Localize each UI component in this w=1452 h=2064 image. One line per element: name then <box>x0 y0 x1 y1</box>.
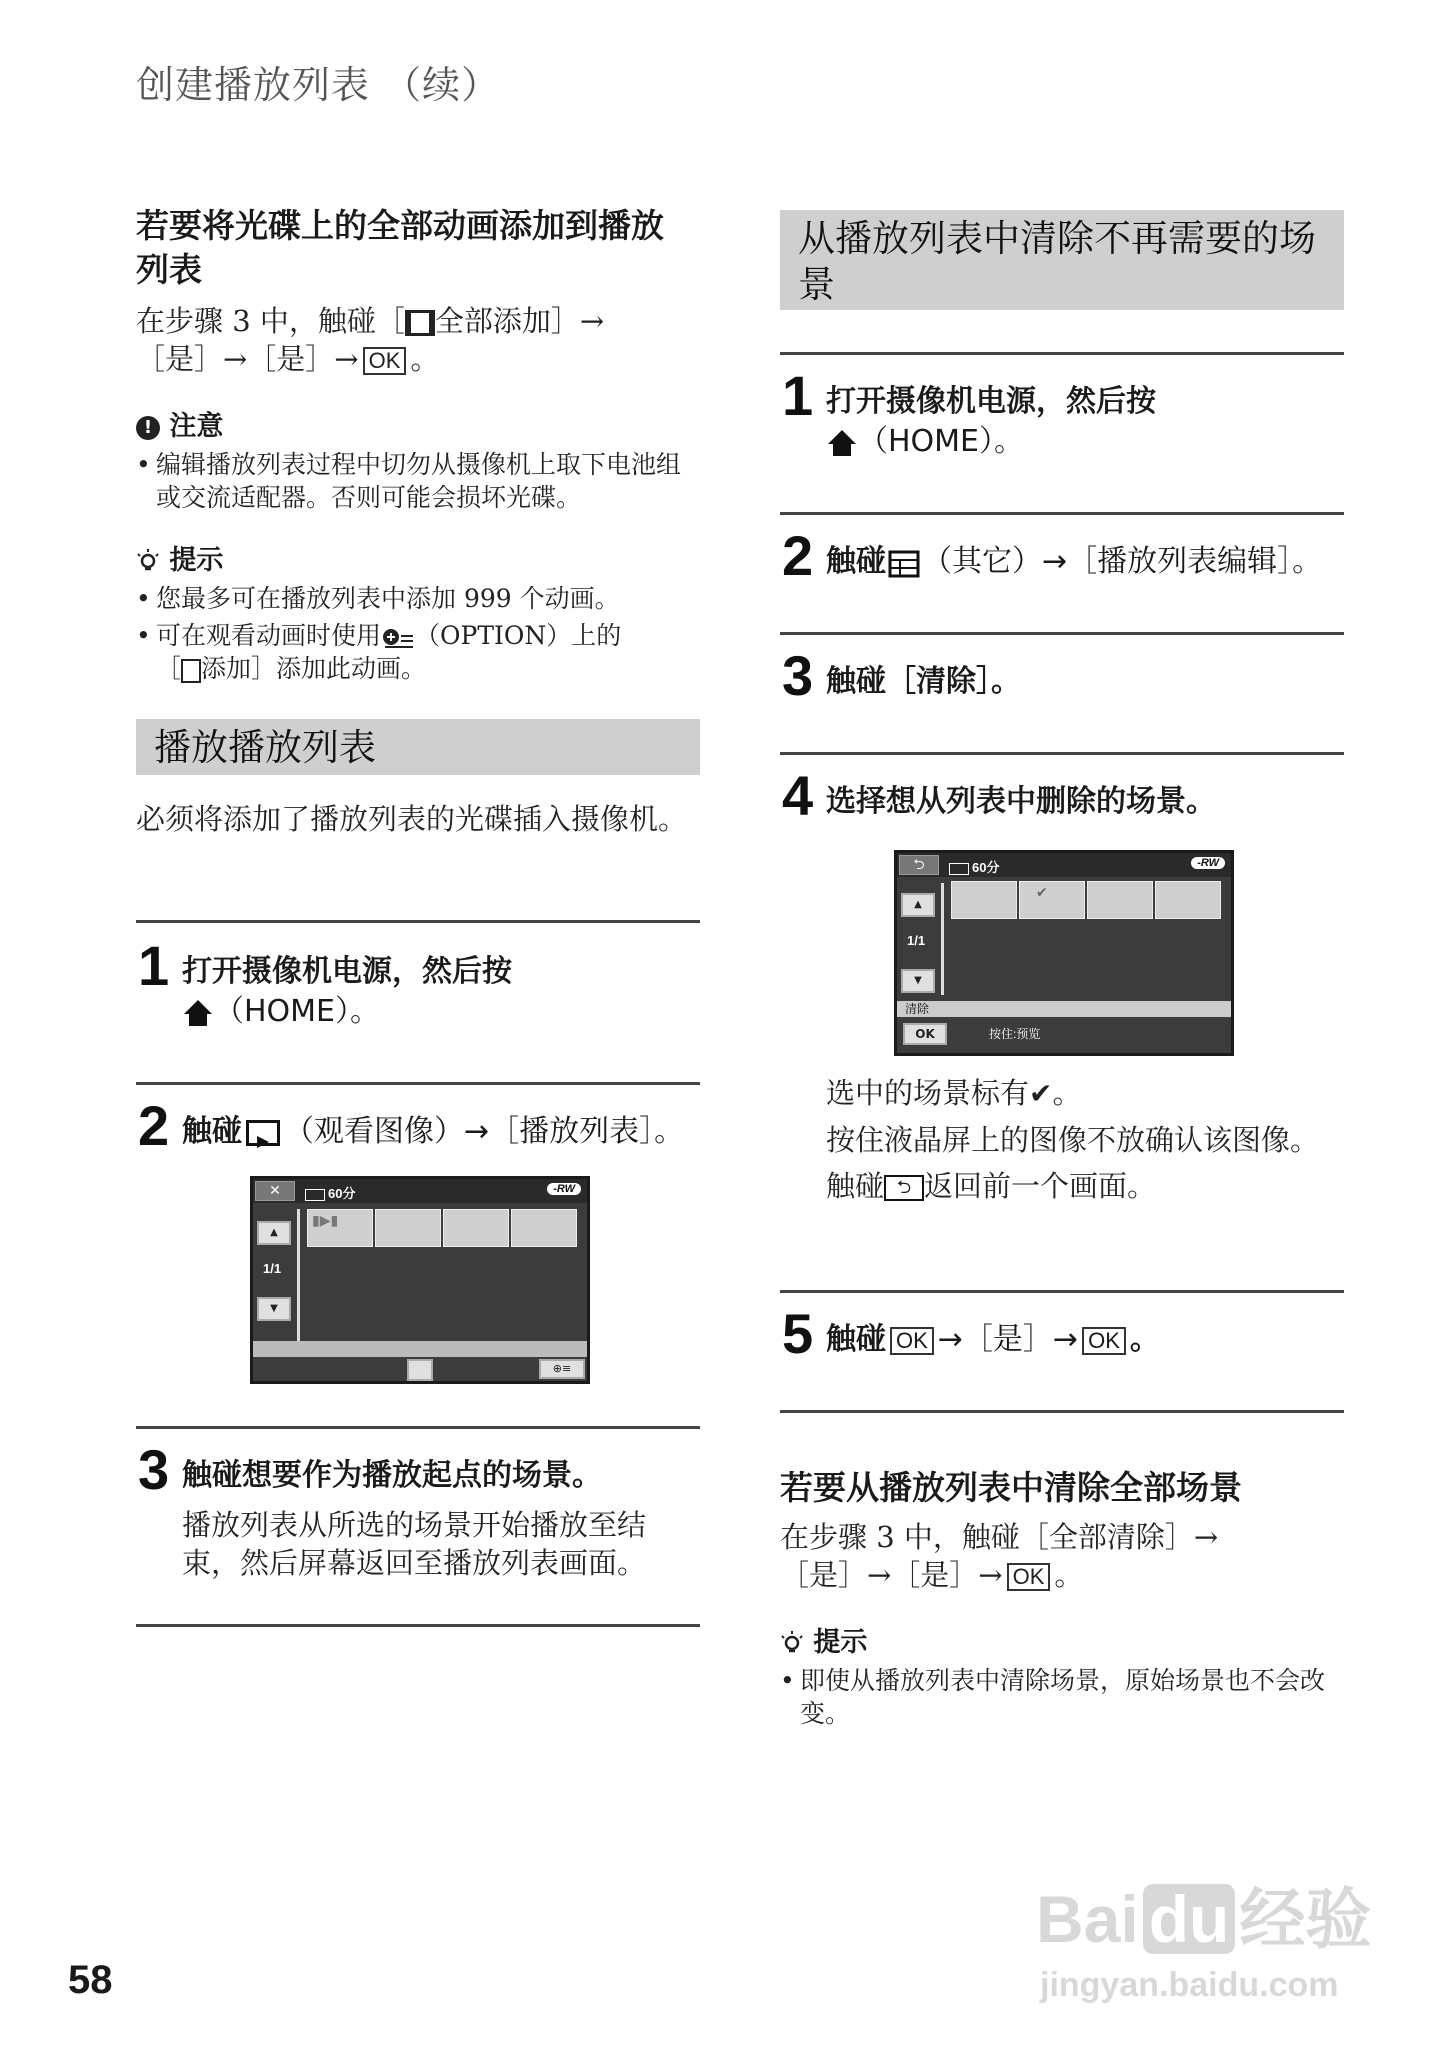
caution-title: 注意 <box>169 411 224 442</box>
selection-notes <box>826 1074 1326 1205</box>
divider <box>780 352 1344 355</box>
check-icon: ✔ <box>1029 1077 1053 1110</box>
step-number: 2 <box>138 1094 170 1157</box>
scene-thumbnail[interactable] <box>307 1209 373 1247</box>
step-text <box>826 542 1346 582</box>
step-number: 2 <box>782 524 814 587</box>
hold-preview-hint: 按住:预览 <box>989 1027 1041 1041</box>
watermark-du: du <box>1143 1884 1236 1954</box>
scroll-down-button[interactable]: ▼ <box>257 1297 291 1321</box>
ok-icon: OK <box>363 347 407 375</box>
add-all-instructions <box>136 302 696 378</box>
tips-item2-a: 可在观看动画时使用 <box>156 621 382 650</box>
playlist-add-icon <box>181 659 201 683</box>
lightbulb-icon <box>136 549 160 575</box>
lcd-screen-playlist <box>250 1176 590 1384</box>
step-text <box>826 1320 1346 1360</box>
film-icon <box>405 310 435 336</box>
media-type-badge: -RW <box>547 1183 581 1195</box>
page-indicator: 1/1 <box>263 1261 282 1276</box>
tips-list <box>780 1664 1344 1730</box>
option-icon <box>381 626 415 650</box>
step-number: 5 <box>782 1302 814 1365</box>
watermark-url: jingyan.baidu.com <box>1040 1966 1339 2004</box>
tips-heading <box>136 538 223 577</box>
lcd-top-bar <box>253 1179 587 1203</box>
add-all-line2: ［是］→［是］→ <box>136 342 359 376</box>
lightbulb-icon <box>780 1631 804 1657</box>
others-icon <box>888 549 920 577</box>
tips-item <box>136 619 696 685</box>
add-all-line1-end: ］→ <box>550 304 605 338</box>
caution-icon: ! <box>136 416 160 440</box>
tips-item2-d: 添加］添加此动画。 <box>201 654 427 683</box>
divider <box>136 1426 700 1429</box>
scrollbar[interactable] <box>297 1209 300 1343</box>
lcd-screen-delete <box>894 850 1234 1056</box>
home-icon <box>826 428 858 458</box>
clear-all-line1: 在步骤 3 中，触碰［全部清除］→ <box>780 1520 1219 1554</box>
caution-item: • 编辑播放列表过程中切勿从摄像机上取下电池组或交流适配器。否则可能会损坏光碟。 <box>136 448 696 514</box>
step-3-text: 触碰想要作为播放起点的场景。 <box>182 1458 602 1493</box>
step-number: 3 <box>782 644 814 707</box>
disc-remaining-text: 60分 <box>328 1186 356 1201</box>
tips-item: • 您最多可在播放列表中添加 999 个动画。 <box>136 582 696 615</box>
note-3b: 返回前一个画面。 <box>924 1169 1157 1203</box>
clear-all-period: 。 <box>1054 1558 1084 1592</box>
r-step-5-end: 。 <box>1129 1322 1160 1357</box>
step-number: 1 <box>138 934 170 997</box>
divider <box>780 1410 1344 1413</box>
ok-icon: OK <box>1007 1563 1051 1591</box>
return-icon[interactable]: ⮌ <box>899 855 939 875</box>
running-title: 创建播放列表 （续） <box>136 63 501 107</box>
play-icon <box>246 1120 280 1146</box>
r-step-2-text: 触碰 <box>826 544 886 579</box>
ok-button[interactable]: OK <box>903 1023 947 1045</box>
clear-all-line2: ［是］→［是］→ <box>780 1558 1003 1592</box>
play-playlist-banner <box>136 719 700 775</box>
disc-remaining <box>949 857 999 876</box>
r-step-3-text: 触碰［清除］。 <box>826 664 1021 699</box>
divider <box>136 1624 700 1627</box>
tips-list <box>136 582 696 685</box>
step-1-text2: （HOME）。 <box>214 994 381 1029</box>
watermark-logo <box>1036 1884 1371 1954</box>
divider <box>780 752 1344 755</box>
scene-thumbnail-selected[interactable] <box>1019 881 1085 919</box>
divider <box>780 1290 1344 1293</box>
lcd-top-bar <box>897 853 1231 877</box>
ok-icon: OK <box>1082 1327 1126 1355</box>
scene-thumbnail[interactable] <box>951 881 1017 919</box>
divider <box>780 632 1344 635</box>
scroll-up-button[interactable]: ▲ <box>901 893 935 917</box>
note-1-end: 。 <box>1052 1076 1082 1110</box>
step-3-desc: 播放列表从所选的场景开始播放至结束，然后屏幕返回至播放列表画面。 <box>182 1508 647 1580</box>
add-all-line1: 在步骤 3 中，触碰［ <box>136 304 405 338</box>
check-icon: ✔ <box>1036 885 1048 901</box>
step-number: 1 <box>782 364 814 427</box>
scene-thumbnail[interactable] <box>1155 881 1221 919</box>
clear-all-instructions <box>780 1518 1344 1594</box>
watermark-cn: 经验 <box>1239 1882 1372 1956</box>
step-number: 3 <box>138 1438 170 1501</box>
tips-item2-b: （OPTION）上的 <box>415 621 622 650</box>
step-2-text: 触碰 <box>182 1114 242 1149</box>
ok-icon: OK <box>890 1327 934 1355</box>
add-all-button-label: 全部添加 <box>434 304 551 338</box>
scene-thumbnail[interactable] <box>1087 881 1153 919</box>
scroll-up-button[interactable]: ▲ <box>257 1221 291 1245</box>
r-step-5-mid: →［是］→ <box>937 1322 1079 1357</box>
disc-remaining-text: 60分 <box>972 860 1000 875</box>
mode-label: 清除 <box>897 1001 1231 1017</box>
tips-item: • 即使从播放列表中清除场景，原始场景也不会改变。 <box>780 1664 1344 1730</box>
scene-thumbnail[interactable] <box>375 1209 441 1247</box>
note-1: 选中的场景标有 <box>826 1076 1030 1110</box>
playlist-mark-icon: ▮▶▮ <box>312 1213 339 1229</box>
watermark-bai: Bai <box>1036 1882 1139 1956</box>
tips-title: 提示 <box>169 545 224 576</box>
note-2: 按住液晶屏上的图像不放确认该图像。 <box>826 1123 1320 1157</box>
play-intro: 必须将添加了播放列表的光碟插入摄像机。 <box>136 802 688 836</box>
tips-item2-c: ［ <box>156 654 182 683</box>
step-1-text: 打开摄像机电源，然后按 <box>182 954 512 989</box>
step-text <box>826 382 1326 462</box>
scrollbar[interactable] <box>941 883 944 995</box>
caution-list <box>136 448 696 514</box>
play-playlist-title: 播放播放列表 <box>154 726 376 769</box>
playlist-edit-icon[interactable] <box>407 1359 433 1381</box>
r-step-5-text: 触碰 <box>826 1322 886 1357</box>
r-step-1-text: 打开摄像机电源，然后按 <box>826 384 1156 419</box>
lcd-status-strip <box>253 1341 587 1357</box>
divider <box>136 920 700 923</box>
media-type-badge: -RW <box>1191 857 1225 869</box>
clear-scenes-title: 从播放列表中清除不再需要的场景 <box>798 217 1316 306</box>
step-number: 4 <box>782 764 814 827</box>
note-3a: 触碰 <box>826 1169 885 1203</box>
tips-title: 提示 <box>813 1627 868 1658</box>
return-icon: ⮌ <box>884 1175 924 1201</box>
caution-heading <box>136 404 223 443</box>
add-all-period: 。 <box>410 342 440 376</box>
tips-heading <box>780 1620 867 1659</box>
close-icon[interactable]: ✕ <box>255 1181 295 1201</box>
scene-thumbnail[interactable] <box>511 1209 577 1247</box>
scroll-down-button[interactable]: ▼ <box>901 969 935 993</box>
scene-thumbnail[interactable] <box>443 1209 509 1247</box>
option-button[interactable]: ⊕≡ <box>539 1359 585 1379</box>
divider <box>780 512 1344 515</box>
divider <box>136 1082 700 1085</box>
page-number: 58 <box>68 1958 113 2002</box>
r-step-4-text: 选择想从列表中删除的场景。 <box>826 784 1216 819</box>
step-2-text2: （观看图像）→［播放列表］。 <box>284 1114 685 1149</box>
r-step-1-text2: （HOME）。 <box>858 424 1025 459</box>
disc-remaining <box>305 1183 355 1202</box>
r-step-2-text2: （其它）→［播放列表编辑］。 <box>922 544 1323 579</box>
page-indicator: 1/1 <box>907 933 926 948</box>
step-text <box>182 1112 702 1152</box>
home-icon <box>182 998 214 1028</box>
clear-scenes-banner <box>780 210 1344 310</box>
step-text <box>182 952 682 1032</box>
clear-all-heading: 若要从播放列表中清除全部场景 <box>780 1468 1242 1507</box>
add-all-heading: 若要将光碟上的全部动画添加到播放列表 <box>136 206 664 289</box>
